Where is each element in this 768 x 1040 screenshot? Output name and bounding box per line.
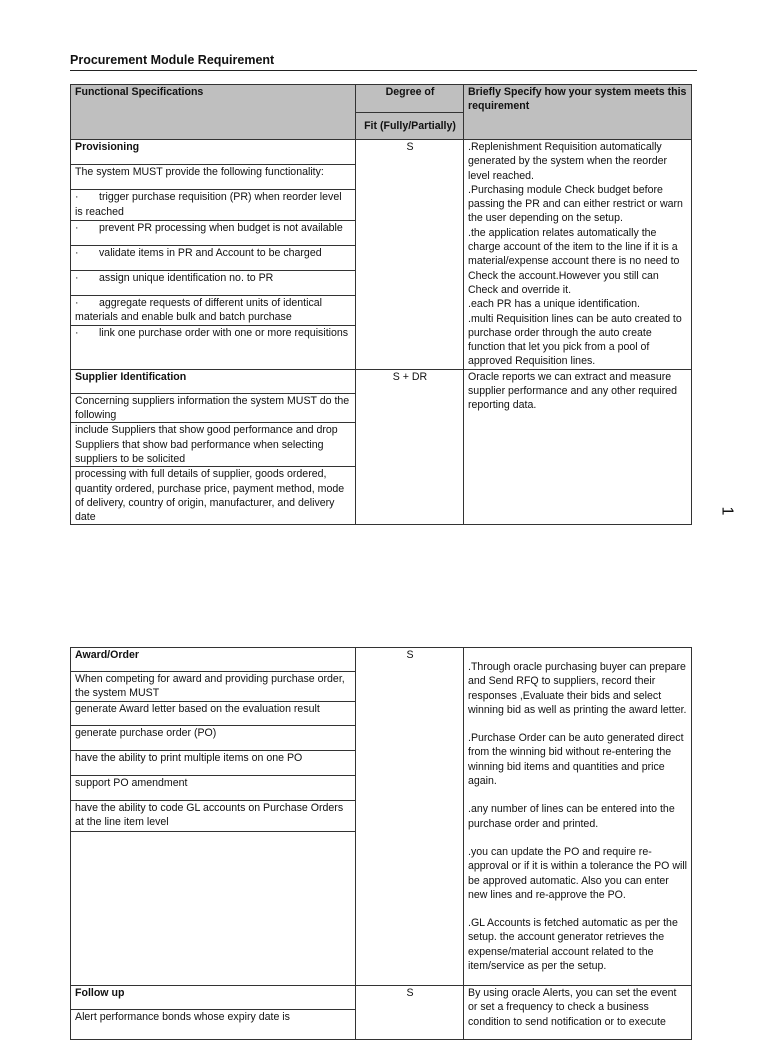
followup-response: By using oracle Alerts, you can set the event or set a frequency to check a business condition to send notification or to execute: [464, 986, 692, 1040]
provisioning-intro: The system MUST provide the following functionality:: [71, 165, 356, 190]
requirements-table-lower: [70, 647, 692, 1040]
award-title-row: [71, 648, 692, 672]
award-empty-cell: [71, 832, 356, 986]
award-title: Award/Order: [71, 648, 356, 672]
header-row-top: [71, 85, 692, 113]
provisioning-item-text: assign unique identification no. to PR: [99, 271, 274, 284]
bullet-icon: ·: [75, 271, 79, 284]
award-item: have the ability to code GL accounts on Purchase Orders at the line item level: [71, 801, 356, 832]
supplier-title-row: [71, 369, 692, 393]
supplier-item: Concerning suppliers information the system MUST do the following: [71, 393, 356, 423]
provisioning-item-cell: [71, 220, 356, 245]
provisioning-item-cell: [71, 245, 356, 270]
award-item: support PO amendment: [71, 776, 356, 801]
provisioning-item-text: aggregate requests of different units of identical materials and enable bulk and batch purchase: [75, 297, 323, 324]
provisioning-title: Provisioning: [71, 140, 356, 165]
bullet-icon: ·: [75, 246, 79, 259]
provisioning-item-text: trigger purchase requisition (PR) when reorder level is reached: [75, 191, 342, 218]
supplier-item: include Suppliers that show good performance and drop Suppliers that show bad performance when selecting suppliers to be solicited: [71, 423, 356, 467]
bullet-icon: ·: [75, 327, 79, 340]
provisioning-title-row: [71, 140, 692, 165]
supplier-item: processing with full details of supplier, goods ordered, quantity ordered, purchase price, payment method, mode of delivery, country of origin, manufacturer, and delivery date: [71, 467, 356, 525]
header-system-response: Briefly Specify how your system meets this requirement: [464, 85, 692, 140]
award-item: have the ability to print multiple items on one PO: [71, 751, 356, 776]
header-degree-of-fit: Degree of: [356, 85, 464, 113]
award-response-paragraph: .you can update the PO and require re-approval or if it is within a tolerance the PO will be approved automatic. Also you can enter new lines and re-approve the PO.: [468, 845, 688, 901]
provisioning-item-cell: [71, 296, 356, 326]
provisioning-item-cell: [71, 270, 356, 295]
supplier-response: Oracle reports we can extract and measure supplier performance and any other required reporting data.: [464, 369, 692, 525]
document-title: Procurement Module Requirement: [70, 53, 275, 67]
provisioning-response: .Replenishment Requisition automatically generated by the system when the reorder level reached. .Purchasing module Check budget before passing the PR and can either restrict or warn the user depending on the setup. .the application relates automatically the charge account of the item to the line if it is a material/expense account there is no need to Check the account.However you still can Check and override it. .each PR has a unique identification. .multi Requisition lines can be auto created to purchase order through the auto create function that let you pick from a pool of approved Requisition lines.: [464, 140, 692, 370]
supplier-title: Supplier Identification: [71, 369, 356, 393]
title-underline: [70, 70, 697, 71]
provisioning-item-text: validate items in PR and Account to be charged: [99, 246, 322, 259]
provisioning-item-text: prevent PR processing when budget is not available: [99, 221, 343, 234]
bullet-icon: ·: [75, 297, 79, 310]
award-response: [464, 648, 692, 986]
followup-title: Follow up: [71, 986, 356, 1010]
award-item: When competing for award and providing purchase order, the system MUST: [71, 672, 356, 702]
provisioning-item-text: link one purchase order with one or more requisitions: [99, 327, 349, 340]
award-item: generate Award letter based on the evaluation result: [71, 702, 356, 726]
award-item: generate purchase order (PO): [71, 726, 356, 751]
award-response-paragraph: .Through oracle purchasing buyer can prepare and Send RFQ to suppliers, record their responses ,Evaluate their bids and select winning bid as well as printing the award letter.: [468, 661, 687, 716]
requirements-table-upper: [70, 84, 692, 525]
provisioning-fit: S: [356, 140, 464, 370]
award-response-paragraph: .GL Accounts is fetched automatic as per the setup. the account generator retrieves the expense/material account related to the item/service as per the setup.: [468, 917, 678, 973]
bullet-icon: ·: [75, 221, 79, 234]
provisioning-item-cell: [71, 326, 356, 369]
supplier-fit: S + DR: [356, 369, 464, 525]
bullet-icon: ·: [75, 191, 79, 204]
followup-item: Alert performance bonds whose expiry date is: [71, 1010, 356, 1040]
header-functional-specifications: Functional Specifications: [71, 85, 356, 140]
header-fit-fully-partially: Fit (Fully/Partially): [356, 112, 464, 140]
award-response-paragraph: .Purchase Order can be auto generated direct from the winning bid without re-entering the winning bid items and quantities and price again.: [468, 732, 684, 788]
provisioning-item-cell: [71, 190, 356, 220]
award-fit: S: [356, 648, 464, 986]
award-response-paragraph: .any number of lines can be entered into the purchase order and printed.: [468, 803, 675, 830]
followup-fit: S: [356, 986, 464, 1040]
followup-title-row: [71, 986, 692, 1010]
page-number: 1: [718, 506, 736, 516]
